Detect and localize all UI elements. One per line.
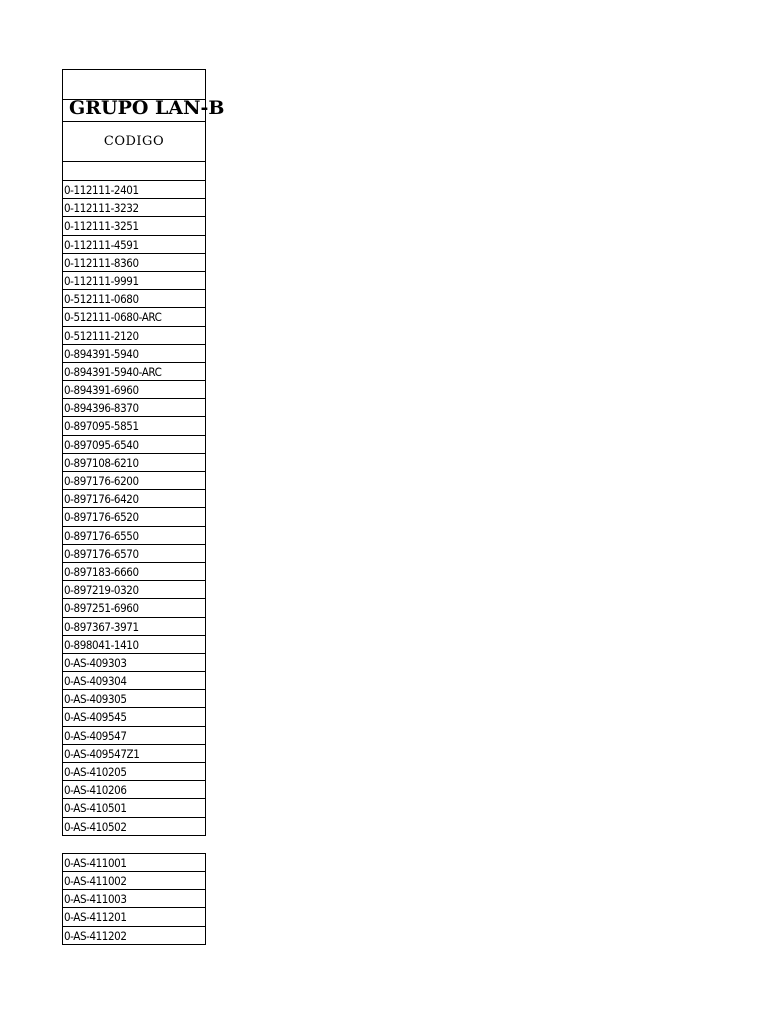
table-row: 0-AS-411002 (62, 871, 206, 889)
table-row: 0-AS-409547 (62, 726, 206, 744)
spacer-cell (62, 161, 206, 180)
table-row: 0-112111-4591 (62, 235, 206, 253)
header-cell (62, 121, 206, 161)
table-row: 0-AS-409545 (62, 707, 206, 725)
table-row: 0-897095-5851 (62, 416, 206, 434)
spreadsheet-sheet (62, 69, 225, 945)
code-list-group-2 (62, 853, 206, 944)
table-row: 0-112111-8360 (62, 253, 206, 271)
table-row: 0-AS-410206 (62, 780, 206, 798)
column-header-codigo: CODIGO (103, 134, 165, 149)
table-row: 0-112111-3251 (62, 216, 206, 234)
table-row: 0-897176-6420 (62, 489, 206, 507)
table-row: 0-AS-409305 (62, 689, 206, 707)
table-row: 0-112111-9991 (62, 271, 206, 289)
table-row: 0-512111-2120 (62, 326, 206, 344)
table-row: 0-897176-6550 (62, 526, 206, 544)
table-row: 0-894391-5940 (62, 344, 206, 362)
table-row: 0-897176-6520 (62, 507, 206, 525)
sheet-title: GRUPO LAN-B (69, 97, 225, 119)
table-row: 0-897108-6210 (62, 453, 206, 471)
table-row: 0-AS-411201 (62, 907, 206, 925)
table-row: 0-512111-0680-ARC (62, 307, 206, 325)
table-row: 0-897251-6960 (62, 598, 206, 616)
table-row: 0-512111-0680 (62, 289, 206, 307)
code-list-group-1 (62, 180, 206, 835)
table-row: 0-AS-409547Z1 (62, 744, 206, 762)
table-row: 0-AS-410501 (62, 798, 206, 816)
table-row: 0-894396-8370 (62, 398, 206, 416)
table-row: 0-897176-6570 (62, 544, 206, 562)
title-cell (62, 97, 225, 121)
table-row: 0-112111-2401 (62, 180, 206, 198)
blank-top-cell (62, 69, 206, 99)
table-row: 0-894391-5940-ARC (62, 362, 206, 380)
table-row: 0-AS-411202 (62, 926, 206, 944)
table-row: 0-AS-409304 (62, 671, 206, 689)
table-row: 0-AS-411003 (62, 889, 206, 907)
table-row: 0-897176-6200 (62, 471, 206, 489)
table-row: 0-894391-6960 (62, 380, 206, 398)
group-gap (62, 836, 206, 853)
table-row: 0-897095-6540 (62, 435, 206, 453)
table-row: 0-897183-6660 (62, 562, 206, 580)
table-row: 0-897219-0320 (62, 580, 206, 598)
table-row: 0-AS-411001 (62, 853, 206, 871)
table-row: 0-AS-410205 (62, 762, 206, 780)
table-row: 0-898041-1410 (62, 635, 206, 653)
table-row: 0-AS-409303 (62, 653, 206, 671)
table-row: 0-897367-3971 (62, 617, 206, 635)
table-row: 0-AS-410502 (62, 817, 206, 835)
table-row: 0-112111-3232 (62, 198, 206, 216)
